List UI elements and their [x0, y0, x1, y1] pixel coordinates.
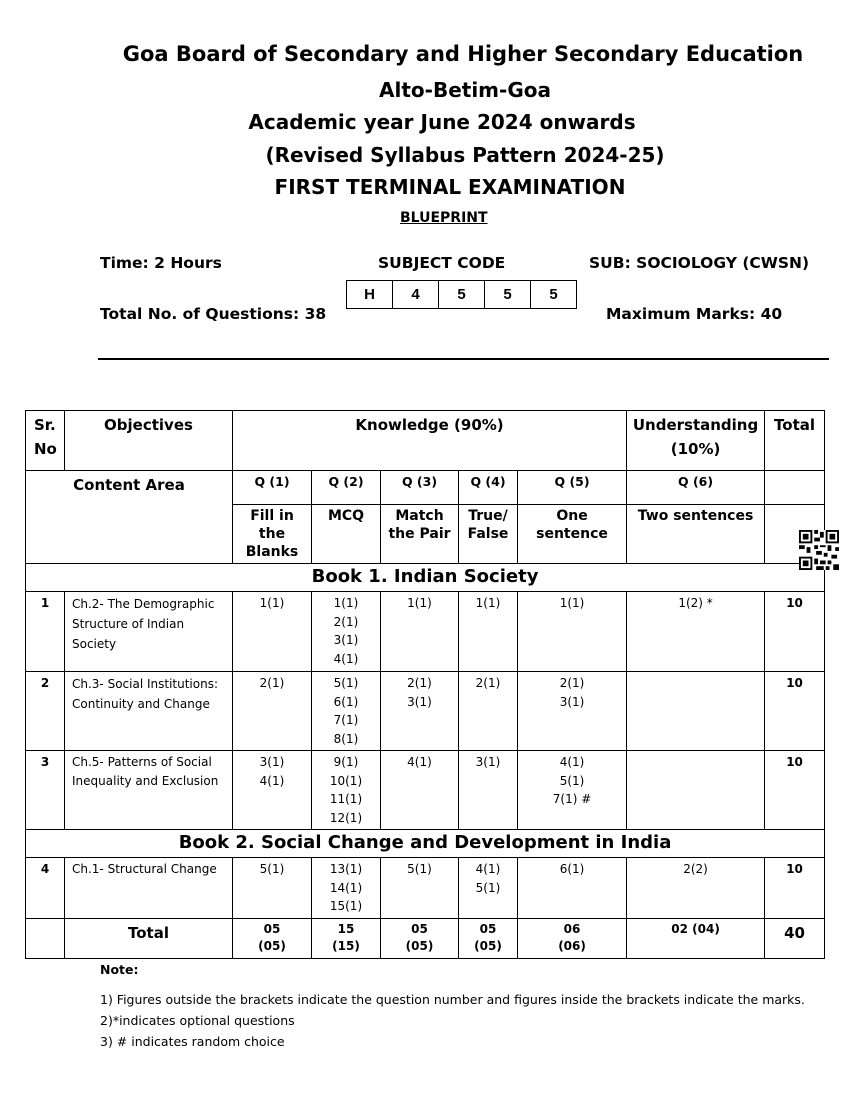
row-q5: 2(1) 3(1)	[518, 672, 627, 751]
type-mcq: MCQ	[312, 505, 381, 564]
note-2: 2)*indicates optional questions	[100, 1013, 295, 1028]
row-q2: 9(1) 10(1) 11(1) 12(1)	[312, 751, 381, 830]
row-q3: 5(1)	[381, 858, 459, 919]
row-q2: 13(1) 14(1) 15(1)	[312, 858, 381, 919]
row-q2: 5(1) 6(1) 7(1) 8(1)	[312, 672, 381, 751]
totals-label: Total	[65, 918, 233, 958]
row-q1: 5(1)	[233, 858, 312, 919]
blueprint-table	[25, 410, 825, 959]
row-srno: 4	[26, 858, 65, 919]
objectives-header: Objectives	[65, 411, 233, 471]
code-digit: 5	[531, 281, 577, 309]
empty-cell	[765, 471, 825, 505]
note-3: 3) # indicates random choice	[100, 1034, 285, 1049]
row-q4: 3(1)	[459, 751, 518, 830]
book1-heading: Book 1. Indian Society	[26, 564, 825, 592]
row-q1: 3(1) 4(1)	[233, 751, 312, 830]
content-area-label: Content Area	[73, 476, 185, 494]
board-location: Alto-Betim-Goa	[379, 78, 551, 102]
subject-code-label: SUBJECT CODE	[378, 254, 506, 272]
header-divider	[98, 358, 829, 360]
max-marks: Maximum Marks: 40	[606, 305, 783, 323]
type-true-false: True/ False	[459, 505, 518, 564]
row-q3: 2(1) 3(1)	[381, 672, 459, 751]
book2-heading: Book 2. Social Change and Development in India	[26, 830, 825, 858]
row-total: 10	[765, 858, 825, 919]
row-q1: 1(1)	[233, 592, 312, 672]
content-area-header	[26, 471, 233, 564]
time-label: Time: 2 Hours	[100, 254, 222, 272]
row-chapter: Ch.2- The Demographic Structure of Indian Society	[65, 592, 233, 672]
grand-total: 40	[765, 918, 825, 958]
board-title: Goa Board of Secondary and Higher Secondary Education	[122, 42, 804, 66]
row-q4: 2(1)	[459, 672, 518, 751]
row-q4: 1(1)	[459, 592, 518, 672]
q2-header: Q (2)	[312, 471, 381, 505]
totals-q6: 02 (04)	[627, 918, 765, 958]
code-digit: H	[347, 281, 393, 309]
academic-year: Academic year June 2024 onwards	[248, 110, 636, 134]
row-q2: 1(1) 2(1) 3(1) 4(1)	[312, 592, 381, 672]
type-one-sentence: One sentence	[518, 505, 627, 564]
type-two-sentences: Two sentences	[627, 505, 765, 564]
knowledge-header: Knowledge (90%)	[233, 411, 627, 471]
row-q3: 1(1)	[381, 592, 459, 672]
row-q6: 2(2)	[627, 858, 765, 919]
totals-q4: 05 (05)	[459, 918, 518, 958]
subject-code-box	[346, 280, 577, 309]
row-q5: 6(1)	[518, 858, 627, 919]
row-chapter: Ch.5- Patterns of Social Inequality and Exclusion	[65, 751, 233, 830]
notes-title: Note:	[100, 962, 139, 977]
code-digit: 4	[393, 281, 439, 309]
subject-label: SUB: SOCIOLOGY (CWSN)	[589, 254, 810, 272]
q4-header: Q (4)	[459, 471, 518, 505]
qr-code-icon	[799, 530, 839, 570]
code-digit: 5	[439, 281, 485, 309]
row-q3: 4(1)	[381, 751, 459, 830]
row-chapter: Ch.1- Structural Change	[65, 858, 233, 919]
q6-header: Q (6)	[627, 471, 765, 505]
row-q6	[627, 751, 765, 830]
row-q1: 2(1)	[233, 672, 312, 751]
row-q6: 1(2) *	[627, 592, 765, 672]
total-questions: Total No. of Questions: 38	[100, 305, 327, 323]
totals-q3: 05 (05)	[381, 918, 459, 958]
totals-q2: 15 (15)	[312, 918, 381, 958]
syllabus-pattern: (Revised Syllabus Pattern 2024-25)	[265, 143, 665, 167]
row-q4: 4(1) 5(1)	[459, 858, 518, 919]
row-total: 10	[765, 751, 825, 830]
type-match-pair: Match the Pair	[381, 505, 459, 564]
row-q5: 1(1)	[518, 592, 627, 672]
understanding-header: Understanding (10%)	[627, 411, 765, 471]
q5-header: Q (5)	[518, 471, 627, 505]
totals-q1: 05 (05)	[233, 918, 312, 958]
q3-header: Q (3)	[381, 471, 459, 505]
empty-cell	[26, 918, 65, 958]
row-srno: 1	[26, 592, 65, 672]
blueprint-heading: BLUEPRINT	[400, 210, 488, 226]
row-srno: 2	[26, 672, 65, 751]
code-digit: 5	[485, 281, 531, 309]
row-srno: 3	[26, 751, 65, 830]
row-q6	[627, 672, 765, 751]
row-q5: 4(1) 5(1) 7(1) #	[518, 751, 627, 830]
q1-header: Q (1)	[233, 471, 312, 505]
total-header: Total	[765, 411, 825, 471]
note-1: 1) Figures outside the brackets indicate the question number and figures inside the brackets indicate the marks.	[100, 992, 805, 1007]
exam-title: FIRST TERMINAL EXAMINATION	[274, 175, 626, 199]
type-fill-blanks: Fill in the Blanks	[233, 505, 312, 564]
srno-header: Sr. No	[26, 411, 65, 471]
row-chapter: Ch.3- Social Institutions: Continuity and Change	[65, 672, 233, 751]
row-total: 10	[765, 672, 825, 751]
row-total: 10	[765, 592, 825, 672]
totals-q5: 06 (06)	[518, 918, 627, 958]
